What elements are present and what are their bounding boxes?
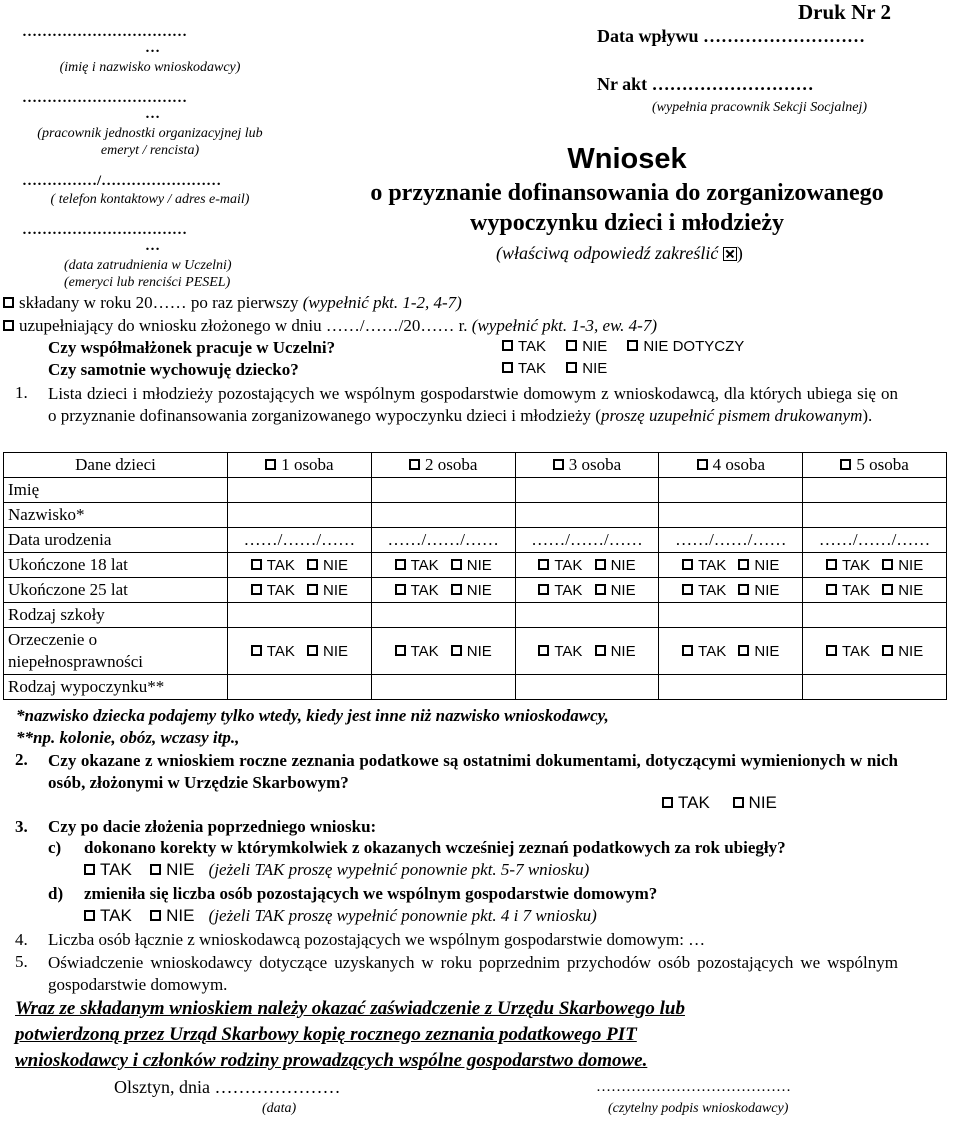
instruction-text: (właściwą odpowiedź zakreślić xyxy=(496,243,719,263)
date-ellipsis: … xyxy=(145,238,160,254)
option-second-text: uzupełniający do wniosku złożonego w dniu ……/……/20…… r. xyxy=(19,316,472,335)
nazwisko-cell[interactable] xyxy=(228,503,372,528)
children-table xyxy=(3,452,947,700)
disability-cell[interactable]: TAK NIE xyxy=(371,628,515,675)
section2-nie-label: NIE xyxy=(748,793,777,812)
birth-date-cell[interactable]: ……/……/…… xyxy=(228,528,372,553)
row-label-birth-date: Data urodzenia xyxy=(4,528,228,553)
section3d-tak-checkbox[interactable] xyxy=(84,910,95,921)
row-label-nazwisko: Nazwisko* xyxy=(4,503,228,528)
table-row xyxy=(4,628,947,675)
section2-nie-checkbox[interactable] xyxy=(733,797,744,808)
section3-text: Czy po dacie złożenia poprzedniego wniosku: xyxy=(48,817,377,836)
spouse-nie-label: NIE xyxy=(582,338,608,355)
imie-cell[interactable] xyxy=(228,478,372,503)
disability-cell[interactable]: TAK NIE xyxy=(515,628,659,675)
leisure-cell[interactable] xyxy=(515,675,659,700)
spouse-tak-label: TAK xyxy=(518,338,547,355)
title-main: Wniosek xyxy=(567,143,687,175)
nazwisko-cell[interactable] xyxy=(803,503,947,528)
table-header-row xyxy=(4,453,947,478)
school-cell[interactable] xyxy=(803,603,947,628)
section3d-text: zmieniła się liczba osób pozostających we wspólnym gospodarstwie domowym? xyxy=(84,884,658,903)
nazwisko-cell[interactable] xyxy=(515,503,659,528)
section1-text-a: Lista dzieci i młodzieży pozostających we wspólnym gospodarstwie domowym z wnioskodawcą, dla których ubiega się on o przyznanie dofinansowania zorganizowanego wypoczynku dzieci i młodzieży ( xyxy=(48,384,898,425)
table-row xyxy=(4,603,947,628)
person-1-header: 1 osoba xyxy=(228,453,372,478)
section4-text[interactable]: Liczba osób łącznie z wnioskodawcą pozostających we wspólnym gospodarstwie domowym: … xyxy=(48,930,706,949)
spouse-tak-checkbox[interactable] xyxy=(502,340,513,351)
answer-instruction xyxy=(496,243,743,264)
name-dots[interactable]: …………………………… xyxy=(22,24,187,40)
birth-date-cell[interactable]: ……/……/…… xyxy=(515,528,659,553)
table-row xyxy=(4,675,947,700)
row-label-school-type: Rodzaj szkoły xyxy=(4,603,228,628)
case-number-note: (wypełnia pracownik Sekcji Socjalnej) xyxy=(652,100,867,115)
spouse-nd-label: NIE DOTYCZY xyxy=(643,338,745,355)
section4-number: 4. xyxy=(15,930,28,949)
receipt-date[interactable]: Data wpływu ……………………… xyxy=(597,26,866,46)
row-label-imie: Imię xyxy=(4,478,228,503)
nazwisko-cell[interactable] xyxy=(371,503,515,528)
nazwisko-cell[interactable] xyxy=(659,503,803,528)
age25-cell[interactable]: TAK NIE xyxy=(228,578,372,603)
place-date[interactable]: Olsztyn, dnia ………………… xyxy=(114,1077,341,1097)
imie-cell[interactable] xyxy=(659,478,803,503)
option-second[interactable] xyxy=(3,316,657,336)
unit-ellipsis: … xyxy=(145,106,160,122)
case-number[interactable]: Nr akt ……………………… xyxy=(597,74,814,94)
spouse-question: Czy współmałżonek pracuje w Uczelni? xyxy=(48,338,336,357)
date-label: (data) xyxy=(262,1101,297,1116)
disability-cell[interactable]: TAK NIE xyxy=(659,628,803,675)
title-sub-1: o przyznanie dofinansowania do zorganizowanego xyxy=(370,180,884,206)
checkbox-first[interactable] xyxy=(3,297,14,308)
section3-number: 3. xyxy=(15,817,28,836)
phone-label: ( telefon kontaktowy / adres e-mail) xyxy=(50,192,250,207)
person-3-header: 3 osoba xyxy=(515,453,659,478)
table-header-label: Dane dzieci xyxy=(4,453,228,478)
age25-cell[interactable]: TAK NIE xyxy=(515,578,659,603)
employment-date-label: (data zatrudnienia w Uczelni) xyxy=(64,258,232,273)
section3d-nie-label: NIE xyxy=(166,906,195,925)
section2-number: 2. xyxy=(15,750,28,769)
checkbox-second[interactable] xyxy=(3,320,14,331)
section1-text-c: ). xyxy=(862,406,873,425)
person-5-header: 5 osoba xyxy=(803,453,947,478)
unit-label-2: emeryt / rencista) xyxy=(100,143,200,158)
leisure-cell[interactable] xyxy=(659,675,803,700)
age18-cell[interactable]: TAK NIE xyxy=(803,553,947,578)
section2-answers xyxy=(662,793,777,813)
table-row xyxy=(4,503,947,528)
option-first[interactable] xyxy=(3,293,462,313)
name-ellipsis: … xyxy=(145,40,160,56)
row-label-leisure-type: Rodzaj wypoczynku** xyxy=(4,675,228,700)
section3c-tak-label: TAK xyxy=(100,860,132,879)
table-row xyxy=(4,578,947,603)
section3d-note: (jeżeli TAK proszę wypełnić ponownie pkt. 4 i 7 wniosku) xyxy=(208,906,597,925)
date-dots[interactable]: …………………………… xyxy=(22,222,187,238)
age18-cell[interactable]: TAK NIE xyxy=(659,553,803,578)
school-cell[interactable] xyxy=(659,603,803,628)
table-row xyxy=(4,553,947,578)
option-first-note: (wypełnić pkt. 1-2, 4-7) xyxy=(302,293,462,312)
notice-line-2: potwierdzoną przez Urząd Skarbowy kopię rocznego zeznania podatkowego PIT xyxy=(15,1024,637,1045)
section3c-tak-checkbox[interactable] xyxy=(84,864,95,875)
footnote-2: **np. kolonie, obóz, wczasy itp., xyxy=(16,728,240,747)
section1-text-b: proszę uzupełnić pismem drukowanym xyxy=(600,406,863,425)
spouse-nie-checkbox[interactable] xyxy=(566,340,577,351)
alone-tak-checkbox[interactable] xyxy=(502,362,513,373)
age18-cell[interactable]: TAK NIE xyxy=(371,553,515,578)
section2-tak-label: TAK xyxy=(678,793,710,812)
imie-cell[interactable] xyxy=(515,478,659,503)
leisure-cell[interactable] xyxy=(371,675,515,700)
section5-text: Oświadczenie wnioskodawcy dotyczące uzyskanych w roku poprzednim przychodów osób pozostających we wspólnym gospodarstwie domowym. xyxy=(48,953,898,994)
disability-cell[interactable]: TAK NIE xyxy=(228,628,372,675)
instruction-close: ) xyxy=(736,243,743,263)
name-label: (imię i nazwisko wnioskodawcy) xyxy=(59,60,241,75)
notice-line-3: wnioskodawcy i członków rodziny prowadzących wspólne gospodarstwo domowe. xyxy=(15,1050,648,1071)
section3c-note: (jeżeli TAK proszę wypełnić ponownie pkt. 5-7 wniosku) xyxy=(208,860,590,879)
section3d-tak-label: TAK xyxy=(100,906,132,925)
unit-dots[interactable]: …………………………… xyxy=(22,90,187,106)
signature-label: (czytelny podpis wnioskodawcy) xyxy=(608,1101,789,1116)
phone-dots[interactable]: ……………/…………………… xyxy=(22,173,222,189)
section3c-answers xyxy=(84,860,589,880)
school-cell[interactable] xyxy=(371,603,515,628)
alone-nie-label: NIE xyxy=(582,360,608,377)
row-label-age-18: Ukończone 18 lat xyxy=(4,553,228,578)
age25-cell[interactable]: TAK NIE xyxy=(659,578,803,603)
imie-cell[interactable] xyxy=(803,478,947,503)
section3d-nie-checkbox[interactable] xyxy=(150,910,161,921)
section3c-nie-label: NIE xyxy=(166,860,195,879)
spouse-nd-checkbox[interactable] xyxy=(627,340,638,351)
section3c-nie-checkbox[interactable] xyxy=(150,864,161,875)
pesel-label: (emeryci lub renciści PESEL) xyxy=(64,275,231,290)
spouse-answers xyxy=(502,338,744,355)
disability-cell[interactable]: TAK NIE xyxy=(803,628,947,675)
table-row xyxy=(4,528,947,553)
school-cell[interactable] xyxy=(228,603,372,628)
section1-number: 1. xyxy=(15,383,28,402)
section3d-answers xyxy=(84,906,597,926)
person-4-header: 4 osoba xyxy=(659,453,803,478)
unit-label-1: (pracownik jednostki organizacyjnej lub xyxy=(37,126,263,141)
leisure-cell[interactable] xyxy=(803,675,947,700)
section5-number: 5. xyxy=(15,952,28,971)
option-first-text: składany w roku 20…… po raz pierwszy xyxy=(19,293,303,312)
age25-cell[interactable]: TAK NIE xyxy=(371,578,515,603)
row-label-age-25: Ukończone 25 lat xyxy=(4,578,228,603)
person-2-header: 2 osoba xyxy=(371,453,515,478)
imie-cell[interactable] xyxy=(371,478,515,503)
leisure-cell[interactable] xyxy=(228,675,372,700)
table-row xyxy=(4,478,947,503)
notice-line-1: Wraz ze składanym wnioskiem należy okazać zaświadczenie z Urzędu Skarbowego lub xyxy=(15,998,685,1019)
alone-question: Czy samotnie wychowuję dziecko? xyxy=(48,360,299,379)
alone-tak-label: TAK xyxy=(518,360,547,377)
section2-tak-checkbox[interactable] xyxy=(662,797,673,808)
school-cell[interactable] xyxy=(515,603,659,628)
age18-cell[interactable]: TAK NIE xyxy=(515,553,659,578)
row-label-disability: Orzeczenie o niepełnosprawności xyxy=(4,628,228,675)
footnote-1: *nazwisko dziecka podajemy tylko wtedy, kiedy jest inne niż nazwisko wnioskodawcy, xyxy=(16,706,609,725)
birth-date-cell[interactable]: ……/……/…… xyxy=(371,528,515,553)
title-sub-2: wypoczynku dzieci i młodzieży xyxy=(470,210,784,236)
alone-nie-checkbox[interactable] xyxy=(566,362,577,373)
alone-answers xyxy=(502,360,607,377)
section3d-label: d) xyxy=(48,884,64,903)
form-number: Druk Nr 2 xyxy=(798,0,891,24)
section3c-text: dokonano korekty w którymkolwiek z okazanych wcześniej zeznań podatkowych za rok ubiegły? xyxy=(84,838,786,857)
age25-cell[interactable]: TAK NIE xyxy=(803,578,947,603)
signature-dots[interactable]: ………………………………… xyxy=(596,1079,791,1095)
age18-cell[interactable]: TAK NIE xyxy=(228,553,372,578)
section2-text: Czy okazane z wnioskiem roczne zeznania podatkowe są ostatnimi dokumentami, dotyczącymi wymienionych w nich osób, złożonymi w Urzędzie Skarbowym? xyxy=(48,751,898,792)
birth-date-cell[interactable]: ……/……/…… xyxy=(803,528,947,553)
crossed-checkbox-icon xyxy=(723,247,737,261)
section3c-label: c) xyxy=(48,838,62,857)
option-second-note: (wypełnić pkt. 1-3, ew. 4-7) xyxy=(471,316,658,335)
section1-text xyxy=(48,383,898,427)
birth-date-cell[interactable]: ……/……/…… xyxy=(659,528,803,553)
